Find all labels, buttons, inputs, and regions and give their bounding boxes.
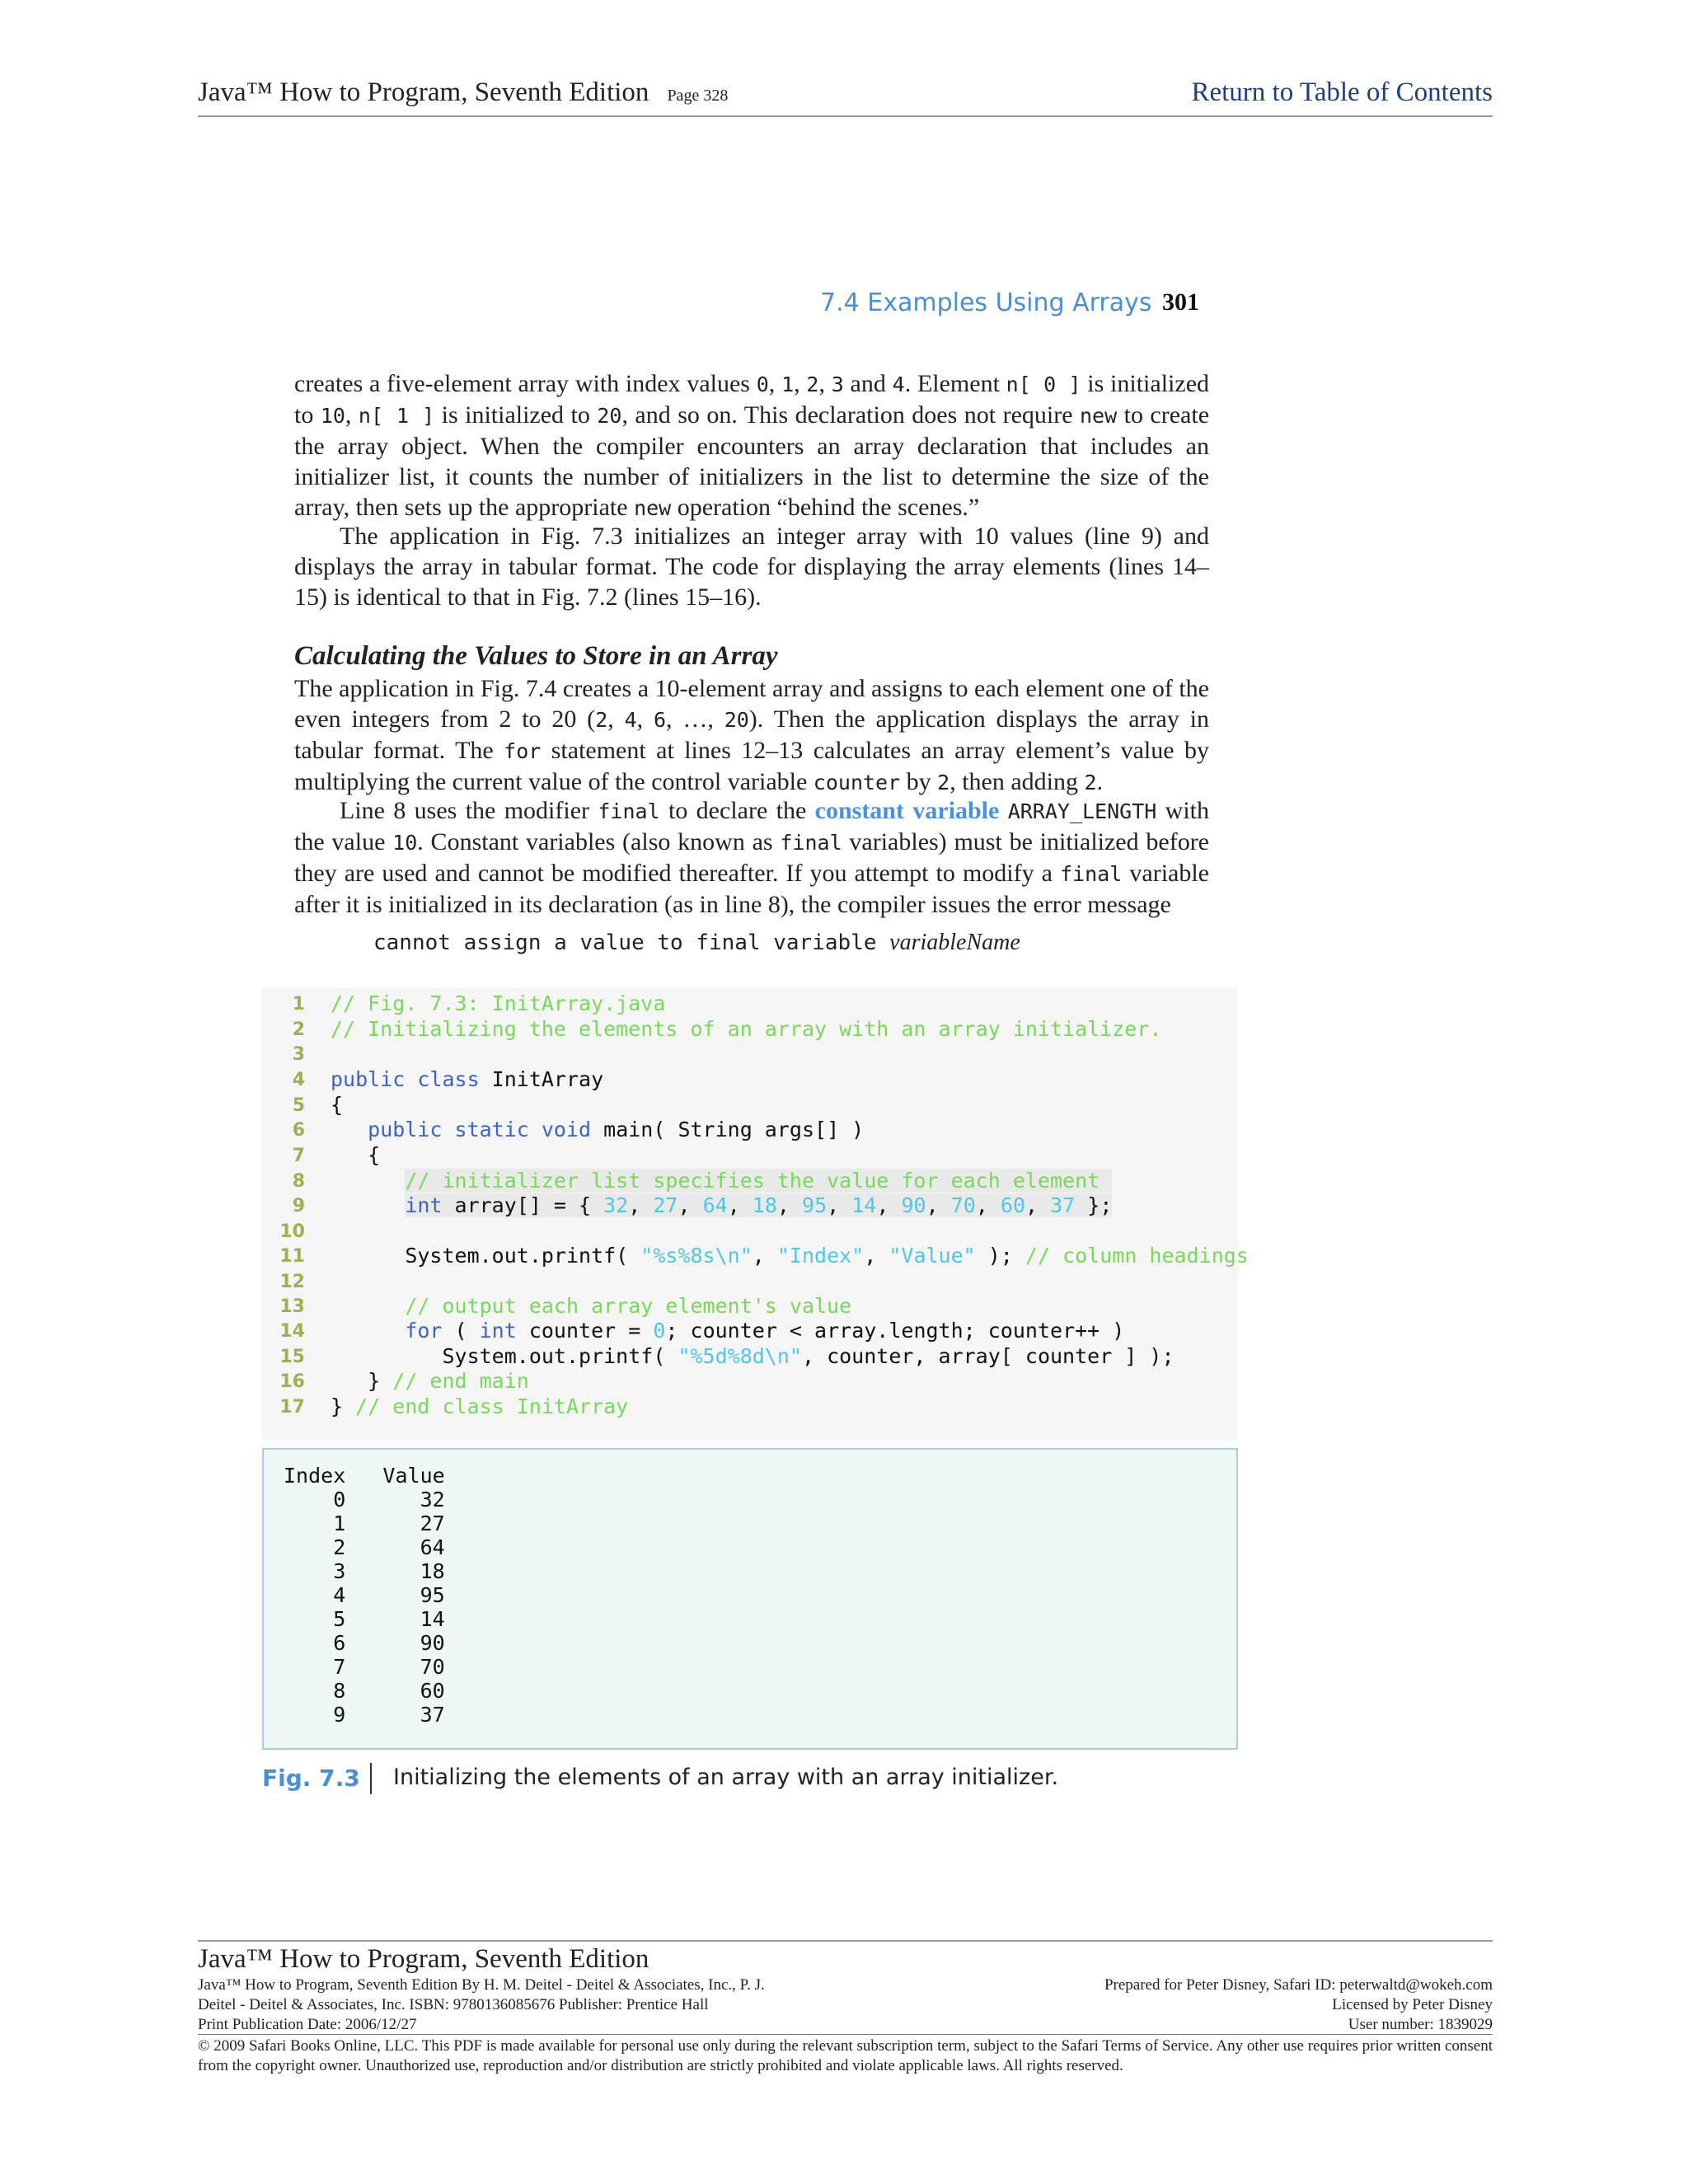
line-number: 10: [279, 1221, 305, 1242]
error-message: cannot assign a value to final variable variableName: [373, 930, 1020, 955]
code-line-4: public class InitArray: [331, 1067, 604, 1091]
subheading: Calculating the Values to Store in an Array: [294, 641, 778, 671]
line-number: 7: [292, 1146, 305, 1166]
array-value: 18: [752, 1193, 777, 1217]
array-value: 64: [702, 1193, 728, 1217]
code-line-2: // Initializing the elements of an array with an array initializer.: [331, 1017, 1162, 1041]
line-number: 17: [279, 1397, 305, 1418]
code-line-11: System.out.printf( "%s%8s\n", "Index", "Value" ); // column headings: [405, 1244, 1249, 1268]
line-number: 1: [292, 994, 305, 1015]
footer-prepared-for: Prepared for Peter Disney, Safari ID: peterwaltd@wokeh.com: [1104, 1976, 1493, 1994]
code-line-9: int array[] = { 32, 27, 64, 18, 95, 14, 90, 70, 60, 37 };: [405, 1193, 1113, 1217]
line-number: 2: [292, 1019, 305, 1040]
array-value: 60: [1000, 1193, 1025, 1217]
array-value: 90: [901, 1193, 926, 1217]
code-line-16: } // end main: [331, 1369, 529, 1393]
term-constant-variable: constant variable: [814, 797, 1000, 824]
line-number: 4: [292, 1070, 305, 1090]
header-book-title: [198, 77, 728, 108]
array-value: 37: [1050, 1193, 1076, 1217]
array-separator: ,: [876, 1193, 902, 1217]
paragraph-1: creates a five-element array with index values 0, 1, 2, 3 and 4. Element n[ 0 ] is initialized to 10, n[ 1 ] is initialized to 20, and so on. This declaration does not require new to create the array object. When the compiler encounters an array declaration that includes an initializer list, it counts the number of initializers in the list to determine the size of the array, then sets up the appropriate new operation “behind the scenes.”: [294, 370, 1210, 521]
code-line-17: } // end class InitArray: [331, 1394, 629, 1418]
toc-link[interactable]: Return to Table of Contents: [1191, 77, 1493, 107]
code-line-15: System.out.printf( "%5d%8d\n", counter, array[ counter ] );: [442, 1344, 1175, 1368]
array-separator: ,: [975, 1193, 1001, 1217]
running-head-section: 7.4 Examples Using Arrays: [820, 288, 1152, 317]
footer-user-number: User number: 1839029: [1348, 2016, 1493, 2033]
array-value: 70: [950, 1193, 976, 1217]
code-line-7: {: [331, 1143, 381, 1167]
array-separator: ,: [628, 1193, 654, 1217]
code-line-14: for ( int counter = 0; counter < array.length; counter++ ): [405, 1319, 1125, 1343]
array-separator: ,: [727, 1193, 753, 1217]
line-number: 5: [292, 1095, 305, 1116]
code-line-13: // output each array element's value: [405, 1294, 852, 1318]
code-line-1: // Fig. 7.3: InitArray.java: [331, 991, 666, 1015]
paragraph-2: The application in Fig. 7.3 initializes an integer array with 10 values (line 9) and displays the array in tabular format. The code for displaying the array elements (lines 14–15) is identical to that in Fig. 7.2 (lines 15–16).: [294, 523, 1209, 611]
array-value: 14: [851, 1193, 877, 1217]
array-separator: ,: [776, 1193, 803, 1217]
paragraph-3: The application in Fig. 7.4 creates a 10-element array and assigns to each element one of the even integers from 2 to 20 (2, 4, 6, …, 20). Then the application displays the array in tabular format. The for statement at lines 12–13 calculates an array element’s value by multiplying the current value of the control variable counter by 2, then adding 2.: [294, 675, 1210, 795]
footer-publication-date: Print Publication Date: 2006/12/27: [198, 2016, 417, 2033]
array-value: 27: [653, 1193, 678, 1217]
line-number: 9: [292, 1196, 305, 1216]
footer-title: Java™ How to Program, Seventh Edition: [198, 1944, 649, 1974]
figure-caption: Initializing the elements of an array with an array initializer.: [393, 1765, 1059, 1790]
line-number: 12: [279, 1272, 305, 1292]
line-number: 14: [279, 1321, 305, 1342]
code-line-5: {: [331, 1093, 344, 1117]
paragraph-4: Line 8 uses the modifier final to declare the constant variable ARRAY_LENGTH with the value 10. Constant variables (also known as final variables) must be initialized before they are used and cannot be modified thereafter. If you attempt to modify a final variable after it is initialized in its declaration (as in line 8), the compiler issues the error message: [294, 797, 1210, 918]
array-value: 32: [603, 1193, 629, 1217]
line-number: 16: [279, 1371, 305, 1392]
header-divider: [198, 115, 1493, 117]
footer-book-info-1: Java™ How to Program, Seventh Edition By H. M. Deitel - Deitel & Associates, Inc., P. J.: [198, 1976, 765, 1994]
array-separator: ,: [926, 1193, 951, 1217]
line-number: 3: [292, 1044, 305, 1065]
line-number: 8: [292, 1171, 305, 1192]
program-output: Index Value 0 32 1 27 2 64 3 18 4 95 5 14 6 90 7 70 8 60 9 37: [284, 1464, 445, 1727]
footer-divider-2: [198, 2034, 1493, 2035]
array-initializer-values: [603, 1193, 1075, 1217]
code-line-8: // initializer list specifies the value for each element: [405, 1169, 1113, 1193]
array-separator: ,: [1025, 1193, 1051, 1217]
array-separator: ,: [678, 1193, 703, 1217]
footer-divider: [198, 1940, 1493, 1942]
footer-book-info-2: Deitel - Deitel & Associates, Inc. ISBN: 9780136085676 Publisher: Prentice Hall: [198, 1996, 709, 2013]
line-number: 6: [292, 1120, 305, 1141]
array-separator: ,: [827, 1193, 852, 1217]
footer-copyright: © 2009 Safari Books Online, LLC. This PDF is made available for personal use only during the relevant subscription term, subject to the Safari Terms of Service. Any other use requires prior written consent from the copyright owner. Unauthorized use, reproduction and/or distribution are strictly prohibited and violate applicable laws. All rights reserved.: [198, 2037, 1493, 2074]
line-number: 13: [279, 1296, 305, 1317]
footer-licensed-by: Licensed by Peter Disney: [1332, 1996, 1493, 2013]
figure-label: Fig. 7.3: [262, 1765, 360, 1792]
header-title-text: Java™ How to Program, Seventh Edition: [198, 77, 649, 107]
code-line-6: public static void main( String args[] ): [368, 1118, 865, 1141]
line-number: 11: [279, 1246, 305, 1267]
running-head-page-number: 301: [1162, 288, 1199, 316]
array-value: 95: [802, 1193, 828, 1217]
line-number: 15: [279, 1347, 305, 1367]
header-page-label: Page 328: [667, 87, 729, 105]
caption-divider: [370, 1763, 372, 1794]
